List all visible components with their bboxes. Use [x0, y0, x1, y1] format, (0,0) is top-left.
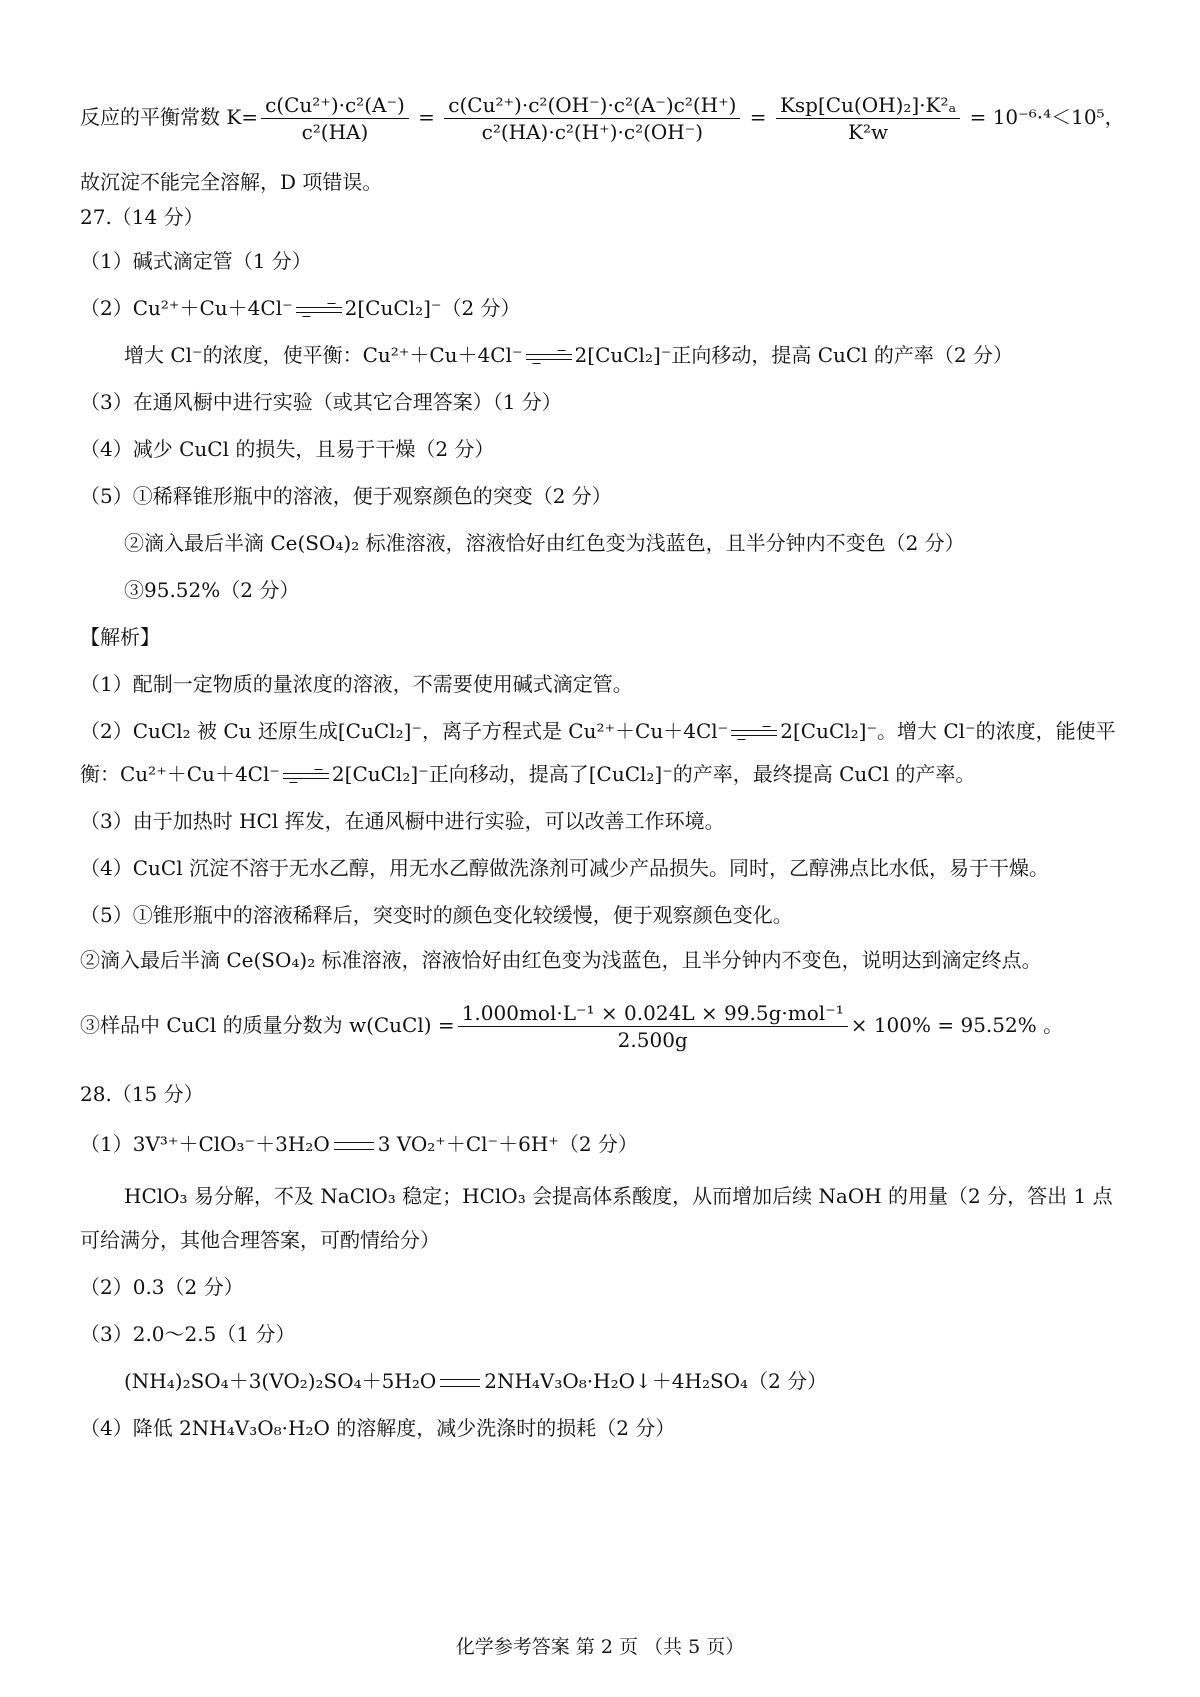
equals-sign-icon	[334, 1142, 374, 1150]
q27-explain-5-3: ③样品中 CuCl 的质量分数为 w(CuCl) = $\frac{\text{1.000mol·L⁻¹ × 0.024L × 99.5g·mol⁻¹}}{2.500g}$ × 100% = 95.52% 。	[80, 1001, 1064, 1052]
q28-answer-1-explain-1: HClO₃ 易分解，不及 NaClO₃ 稳定；HClO₃ 会提高体系酸度，从而增加后续 NaOH 的用量（2 分，答出 1 点	[124, 1184, 1113, 1208]
q27-header: 27.（14 分）	[80, 205, 204, 229]
q27-answer-5-2: ②滴入最后半滴 Ce(SO₄)₂ 标准溶液，溶液恰好由红色变为浅蓝色，且半分钟内不变色（2 分）	[124, 531, 965, 555]
mass-fraction: $\frac{\text{1.000mol·L⁻¹ × 0.024L × 99.5g·mol⁻¹}}{2.500g}$	[458, 1000, 848, 1053]
fraction-2: $\frac{\text{c(Cu²⁺)·c²(OH⁻)·c²(A⁻)c²(H⁺)}}{\text{c²(HA)·c²(H⁺)·c²(OH⁻)}}$	[444, 92, 740, 145]
fraction-3: $\frac{\text{Ksp[Cu(OH)₂]·K²ₐ}}{\text{K²w}}$	[776, 92, 960, 145]
q27-explain-3: （3）由于加热时 HCl 挥发，在通风橱中进行实验，可以改善工作环境。	[80, 809, 725, 833]
k-result: = 10⁻⁶·⁴＜10⁵，	[969, 105, 1125, 129]
fraction-1: $\frac{\text{c(Cu²⁺)·c²(A⁻)}}{\text{c²(HA)}}$	[261, 92, 409, 145]
equilibrium-constant-line: 反应的平衡常数 K= $\frac{\text{c(Cu²⁺)·c²(A⁻)}}{\text{c²(HA)}}$ = $\frac{\text{c(Cu²⁺)·c²(OH⁻)·c²(A⁻)c²(H⁺)}}{\text{c²(HA)·c²(H⁺)·c²(OH⁻)}}$ = $\frac{\text{Ksp[Cu(OH)₂]·K²ₐ}}{\text{K²w}}$ = 10⁻⁶·⁴＜10⁵，	[80, 93, 1125, 144]
reversible-arrow-icon	[296, 303, 342, 317]
q28-answer-2: （2）0.3（2 分）	[80, 1275, 244, 1299]
q27-explain-2a: （2）CuCl₂ 被 Cu 还原生成[CuCl₂]⁻，离子方程式是 Cu²⁺＋Cu＋4Cl⁻ 2[CuCl₂]⁻。增大 Cl⁻的浓度，能使平	[80, 719, 1116, 743]
analysis-title: 【解析】	[80, 625, 160, 649]
d-item-conclusion: 故沉淀不能完全溶解，D 项错误。	[80, 170, 383, 194]
q27-explain-5-2: ②滴入最后半滴 Ce(SO₄)₂ 标准溶液，溶液恰好由红色变为浅蓝色，且半分钟内不变色，说明达到滴定终点。	[80, 948, 1042, 972]
q27-answer-4: （4）减少 CuCl 的损失，且易于干燥（2 分）	[80, 437, 495, 461]
reversible-arrow-icon	[283, 769, 329, 783]
k-prefix: 反应的平衡常数 K=	[80, 105, 259, 129]
q28-answer-3: （3）2.0～2.5（1 分）	[80, 1322, 296, 1346]
q27-answer-2: （2）Cu²⁺＋Cu＋4Cl⁻ 2[CuCl₂]⁻（2 分）	[80, 296, 521, 320]
q27-explain-1: （1）配制一定物质的量浓度的溶液，不需要使用碱式滴定管。	[80, 672, 633, 696]
reversible-arrow-icon	[526, 350, 572, 364]
q27-answer-5-3: ③95.52%（2 分）	[124, 578, 300, 602]
q27-explain-5-1: （5）①锥形瓶中的溶液稀释后，突变时的颜色变化较缓慢，便于观察颜色变化。	[80, 903, 793, 927]
q27-answer-2-explain: 增大 Cl⁻的浓度，使平衡：Cu²⁺＋Cu＋4Cl⁻ 2[CuCl₂]⁻正向移动，提高 CuCl 的产率（2 分）	[124, 343, 1014, 367]
q28-answer-4: （4）降低 2NH₄V₃O₈·H₂O 的溶解度，减少洗涤时的损耗（2 分）	[80, 1416, 676, 1440]
page-footer: 化学参考答案 第 2 页 （共 5 页）	[455, 1636, 745, 1658]
reversible-arrow-icon	[731, 726, 777, 740]
q27-explain-4: （4）CuCl 沉淀不溶于无水乙醇，用无水乙醇做洗涤剂可减少产品损失。同时，乙醇沸点比水低，易于干燥。	[80, 856, 1049, 880]
q28-header: 28.（15 分）	[80, 1082, 204, 1106]
q28-answer-1-explain-2: 可给满分，其他合理答案，可酌情给分）	[80, 1228, 440, 1252]
q28-answer-1: （1）3V³⁺＋ClO₃⁻＋3H₂O 3 VO₂⁺＋Cl⁻＋6H⁺（2 分）	[80, 1132, 638, 1156]
q27-answer-1: （1）碱式滴定管（1 分）	[80, 249, 312, 273]
q27-answer-3: （3）在通风橱中进行实验（或其它合理答案）（1 分）	[80, 390, 562, 414]
q28-answer-3-equation: (NH₄)₂SO₄＋3(VO₂)₂SO₄＋5H₂O 2NH₄V₃O₈·H₂O↓＋4H₂SO₄（2 分）	[124, 1369, 828, 1393]
q27-answer-5-1: （5）①稀释锥形瓶中的溶液，便于观察颜色的突变（2 分）	[80, 484, 612, 508]
q27-explain-2b: 衡：Cu²⁺＋Cu＋4Cl⁻ 2[CuCl₂]⁻正向移动，提高了[CuCl₂]⁻的产率，最终提高 CuCl 的产率。	[80, 762, 976, 786]
equals-sign-icon	[440, 1379, 480, 1387]
